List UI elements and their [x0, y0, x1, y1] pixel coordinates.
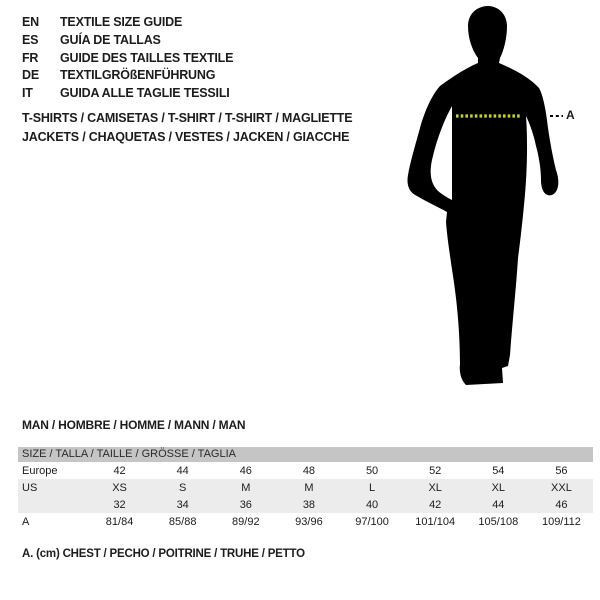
- size-cell: 42: [113, 464, 126, 477]
- size-cell: 36: [239, 498, 252, 511]
- size-table-row-chest: [18, 513, 593, 530]
- size-cell: 52: [429, 464, 442, 477]
- size-cell: 38: [302, 498, 316, 511]
- man-silhouette-figure: [400, 0, 600, 400]
- size-cell: 81/84: [105, 515, 134, 528]
- measure-label-a: A: [566, 108, 575, 122]
- size-cell: 46: [555, 498, 568, 511]
- language-label: TEXTILGRÖßENFÜHRUNG: [60, 68, 216, 83]
- size-cell: 50: [365, 464, 379, 477]
- size-table-header: SIZE / TALLA / TAILLE / GRÖSSE / TAGLIA: [18, 447, 593, 462]
- size-cell: XL: [491, 481, 506, 494]
- size-cell: 32: [113, 498, 126, 511]
- size-cell: 109/112: [541, 515, 581, 528]
- size-cell: 85/88: [168, 515, 197, 528]
- size-cell: 56: [555, 464, 568, 477]
- language-row-en: [22, 14, 233, 32]
- size-cell: XS: [112, 481, 127, 494]
- garment-categories: [22, 109, 352, 147]
- man-silhouette: [407, 6, 558, 385]
- size-cell: 34: [176, 498, 189, 511]
- silhouette-svg: [400, 0, 600, 400]
- size-table-row-us-letter: [18, 479, 593, 496]
- language-label: GUIDA ALLE TAGLIE TESSILI: [60, 86, 230, 101]
- size-table-row-us-numeric: [18, 496, 593, 513]
- language-code: DE: [22, 68, 39, 83]
- size-table: [18, 447, 593, 530]
- size-cell: 93/96: [295, 515, 323, 528]
- size-cell: 101/104: [415, 515, 456, 528]
- size-cell: 105/108: [478, 515, 519, 528]
- size-cell: XL: [428, 481, 442, 494]
- language-code: EN: [22, 15, 39, 29]
- language-label: GUIDE DES TAILLES TEXTILE: [60, 50, 234, 65]
- language-code: IT: [22, 86, 33, 101]
- size-cell: S: [179, 481, 187, 494]
- language-row-fr: [22, 50, 233, 68]
- section-title-man: MAN / HOMBRE / HOMME / MANN / MAN: [22, 418, 246, 432]
- size-cell: XXL: [551, 481, 572, 494]
- language-list: [22, 14, 233, 103]
- row-label: Europe: [22, 464, 58, 477]
- language-label: GUÍA DE TALLAS: [60, 32, 161, 47]
- row-label: A: [22, 515, 30, 528]
- size-table-row-europe: [18, 462, 593, 479]
- language-row-de: [22, 67, 233, 85]
- size-cell: 89/92: [232, 515, 260, 528]
- language-code: FR: [22, 50, 39, 65]
- size-cell: 44: [176, 464, 189, 477]
- language-code: ES: [22, 32, 39, 47]
- size-cell: M: [304, 481, 314, 494]
- row-label: US: [22, 481, 38, 494]
- size-cell: 54: [492, 464, 505, 477]
- size-cell: 40: [365, 498, 379, 511]
- size-cell: 46: [239, 464, 252, 477]
- language-label: TEXTILE SIZE GUIDE: [60, 15, 183, 29]
- size-cell: M: [241, 481, 251, 494]
- category-tshirts: T-SHIRTS / CAMISETAS / T-SHIRT / T-SHIRT / MAGLIETTE: [22, 111, 353, 125]
- measurement-footnote: A. (cm) CHEST / PECHO / POITRINE / TRUHE / PETTO: [22, 548, 305, 560]
- category-jackets: JACKETS / CHAQUETAS / VESTES / JACKEN / GIACCHE: [22, 130, 350, 144]
- size-cell: 42: [429, 498, 442, 511]
- size-cell: 48: [302, 464, 316, 477]
- size-cell: 97/100: [355, 515, 389, 528]
- language-row-it: [22, 85, 233, 103]
- size-cell: 44: [492, 498, 505, 511]
- size-cell: L: [369, 481, 376, 494]
- language-row-es: [22, 32, 233, 50]
